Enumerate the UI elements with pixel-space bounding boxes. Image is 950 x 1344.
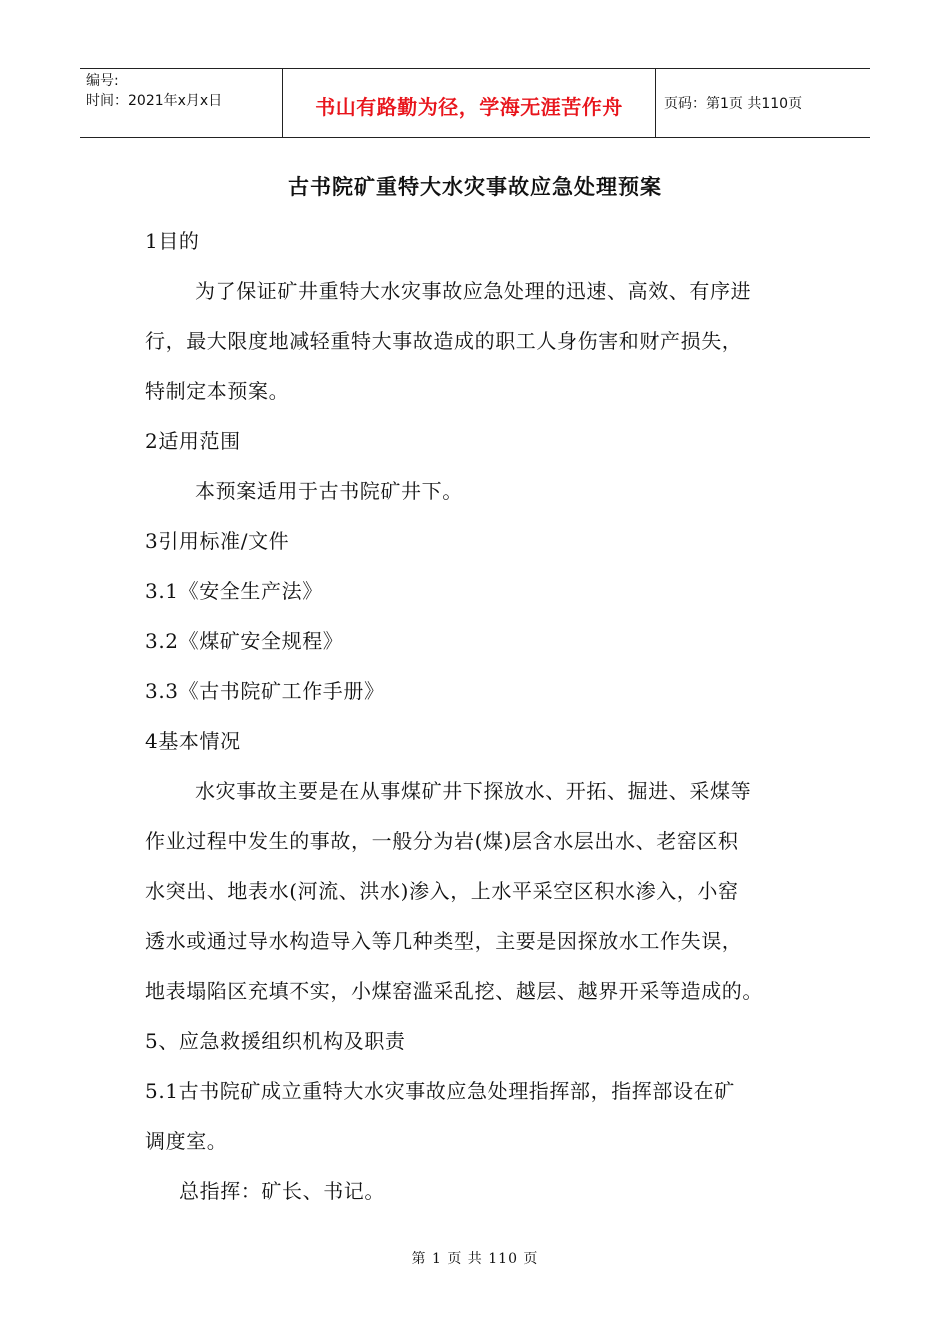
paragraph-line: 特制定本预案。 [145, 379, 290, 403]
document-date: 时间：2021年x月x日 [86, 93, 223, 109]
reference-item: 3.1《安全生产法》 [145, 579, 323, 603]
section-heading: 1目的 [145, 229, 200, 253]
paragraph-line: 总指挥：矿长、书记。 [179, 1179, 385, 1203]
document-number-label: 编号: [86, 73, 119, 89]
header-motto-cell [282, 69, 656, 137]
reference-item: 3.3《古书院矿工作手册》 [145, 679, 385, 703]
paragraph-line: 5.1古书院矿成立重特大水灾事故应急处理指挥部，指挥部设在矿 [145, 1079, 735, 1103]
document-body [145, 216, 810, 1216]
section-heading: 5、应急救援组织机构及职责 [145, 1029, 406, 1053]
section-heading: 4基本情况 [145, 729, 241, 753]
paragraph-line: 水突出、地表水(河流、洪水)渗入，上水平采空区积水渗入，小窑 [145, 879, 739, 903]
paragraph-line: 为了保证矿井重特大水灾事故应急处理的迅速、高效、有序进 [195, 279, 752, 303]
paragraph-line: 地表塌陷区充填不实，小煤窑滥采乱挖、越层、越界开采等造成的。 [145, 979, 763, 1003]
paragraph-line: 调度室。 [145, 1129, 228, 1153]
paragraph-line: 本预案适用于古书院矿井下。 [195, 479, 463, 503]
paragraph-line: 作业过程中发生的事故，一般分为岩(煤)层含水层出水、老窑区积 [145, 829, 739, 853]
paragraph-line: 透水或通过导水构造导入等几种类型，主要是因探放水工作失误， [145, 929, 743, 953]
header-page-info: 页码：第1页 共110页 [664, 96, 803, 112]
page-footer: 第 1 页 共 110 页 [411, 1251, 539, 1267]
section-heading: 2适用范围 [145, 429, 241, 453]
document-title: 古书院矿重特大水灾事故应急处理预案 [288, 174, 662, 199]
paragraph-line: 行，最大限度地减轻重特大事故造成的职工人身伤害和财产损失， [145, 329, 743, 353]
document-header [80, 68, 870, 138]
reference-item: 3.2《煤矿安全规程》 [145, 629, 344, 653]
paragraph-line: 水灾事故主要是在从事煤矿井下探放水、开拓、掘进、采煤等 [195, 779, 752, 803]
header-meta [80, 69, 282, 137]
section-heading: 3引用标准/文件 [145, 529, 290, 553]
header-motto: 书山有路勤为径，学海无涯苦作舟 [315, 94, 623, 119]
